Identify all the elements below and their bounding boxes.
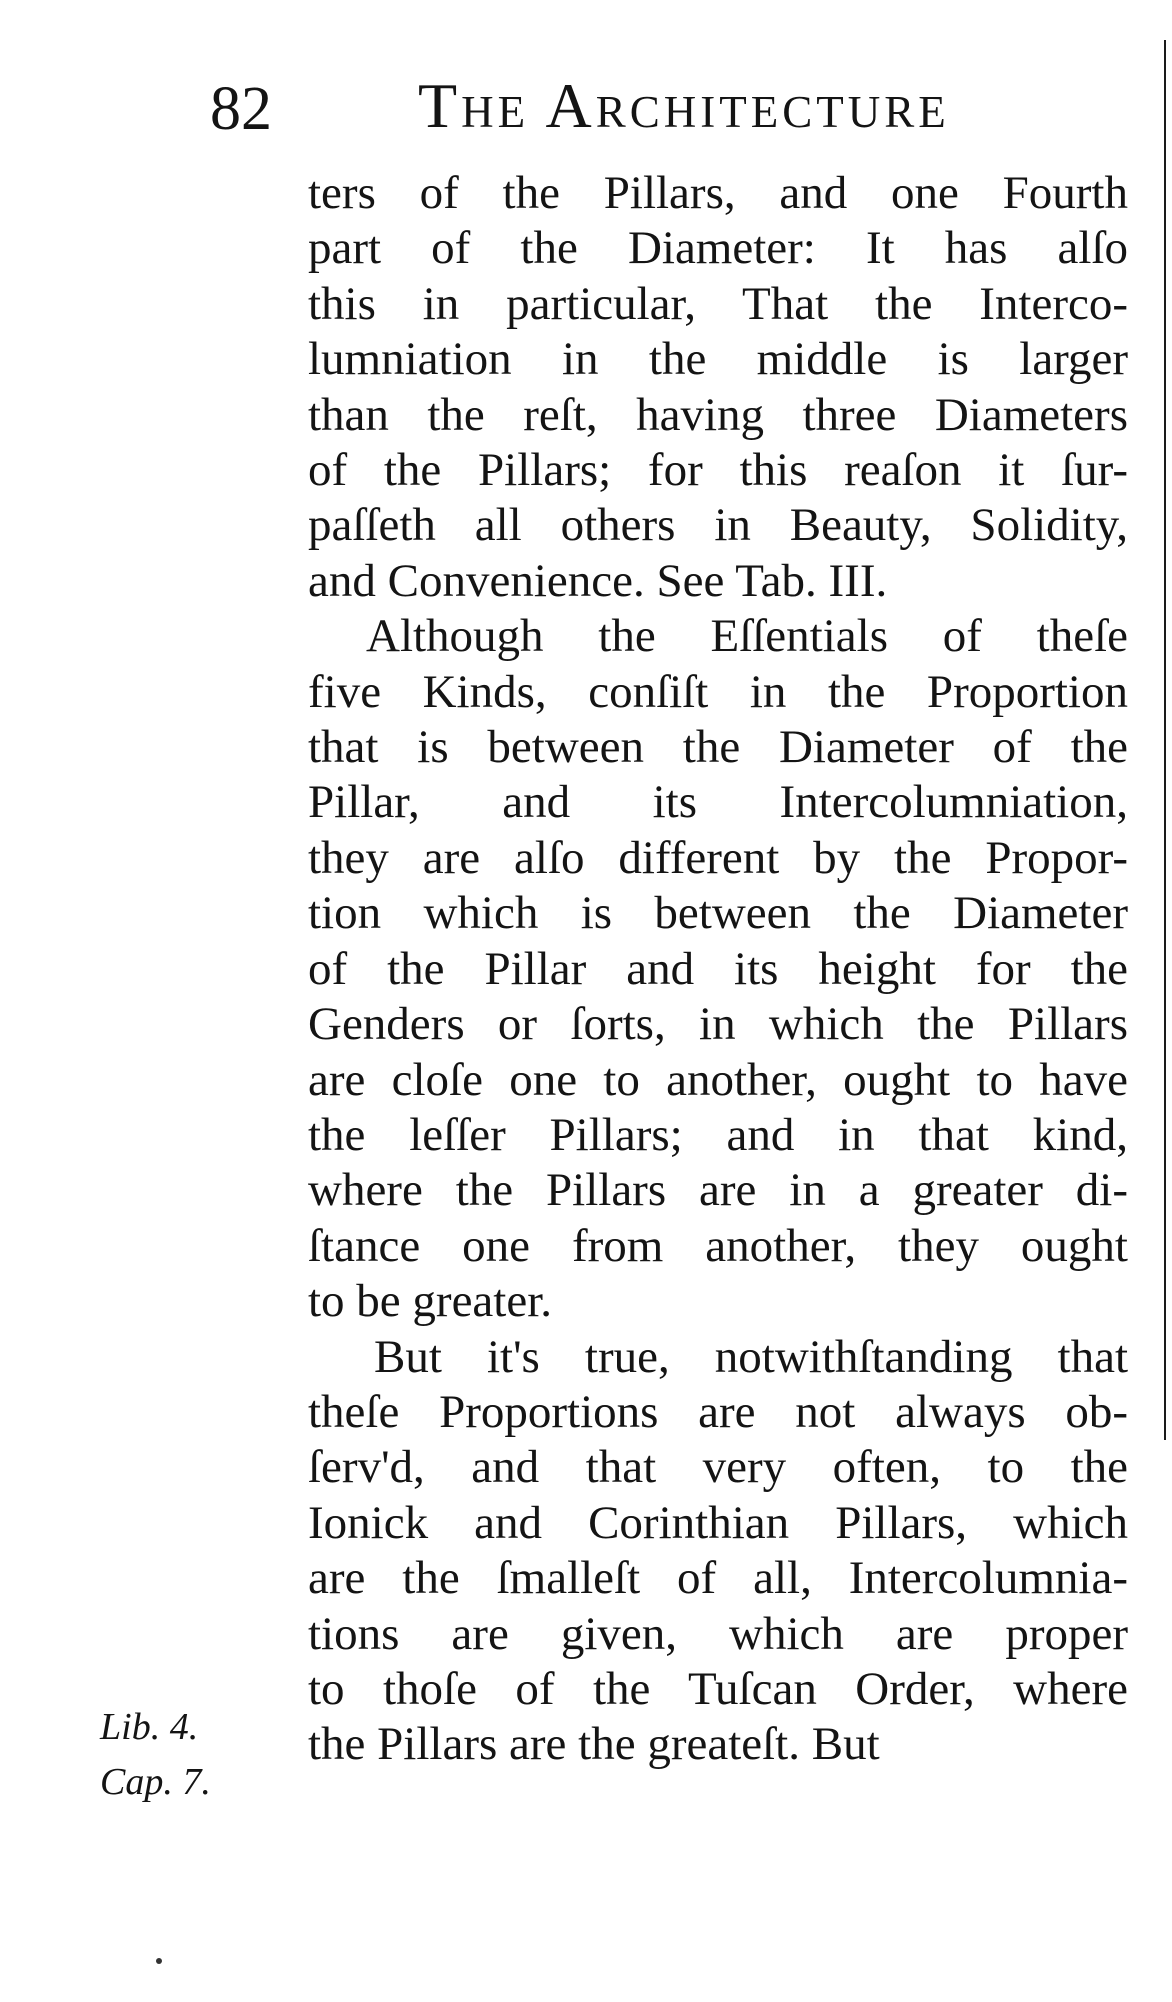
text-line: part of the Diameter: It has alſo <box>308 222 1128 275</box>
text-line: lumniation in the middle is larger <box>308 333 1128 386</box>
text-line: Genders or ſorts, in which the Pillars <box>308 998 1128 1051</box>
text-line: this in particular, That the Interco- <box>308 277 1128 330</box>
text-line: they are alſo different by the Propor- <box>308 831 1128 884</box>
text-line: five Kinds, conſiſt in the Proportion <box>308 665 1128 718</box>
text-line: paſſeth all others in Beauty, Solidity, <box>308 499 1128 552</box>
text-line-with-catchword: the Pillars are the greateſt. But <box>308 1718 880 1771</box>
text-line: Pillar, and its Intercolumniation, <box>308 776 1128 829</box>
text-line: tions are given, which are proper <box>308 1607 1128 1660</box>
running-title: The Architecture <box>418 70 950 141</box>
text-line: of the Pillars; for this reaſon it ſur- <box>308 444 1128 497</box>
text-line: tion which is between the Diameter <box>308 887 1128 940</box>
marginal-reference-book: Lib. 4. <box>100 1706 199 1748</box>
text-line: are the ſmalleſt of all, Intercolumnia- <box>308 1552 1128 1605</box>
text-line: where the Pillars are in a greater di- <box>308 1164 1128 1217</box>
text-line: Ionick and Corinthian Pillars, which <box>308 1496 1128 1549</box>
body-text <box>308 166 1128 1773</box>
text-line: theſe Proportions are not always ob- <box>308 1385 1128 1438</box>
text-line: that is between the Diameter of the <box>308 721 1128 774</box>
text-line: ters of the Pillars, and one Fourth <box>308 167 1128 219</box>
text-line: to be greater. <box>308 1275 553 1328</box>
text-line: to thoſe of the Tuſcan Order, where <box>308 1662 1128 1715</box>
print-speck <box>156 1958 162 1964</box>
text-line: and Convenience. See Tab. III. <box>308 554 888 607</box>
paragraph-first-line: But it's true, notwithſtanding that <box>374 1330 1128 1383</box>
page-edge-rule <box>1164 40 1166 1440</box>
text-line: than the reſt, having three Diameters <box>308 388 1128 441</box>
text-line: of the Pillar and its height for the <box>308 942 1128 995</box>
text-line: ſtance one from another, they ought <box>308 1219 1128 1272</box>
text-line: ſerv'd, and that very often, to the <box>308 1441 1128 1494</box>
text-line: are cloſe one to another, ought to have <box>308 1053 1128 1106</box>
paragraph-first-line: Although the Eſſentials of theſe <box>366 610 1128 663</box>
text-line: the leſſer Pillars; and in that kind, <box>308 1108 1128 1161</box>
page-number: 82 <box>210 75 272 143</box>
marginal-reference-chapter: Cap. 7. <box>100 1761 211 1803</box>
marginal-reference <box>100 1700 211 1810</box>
